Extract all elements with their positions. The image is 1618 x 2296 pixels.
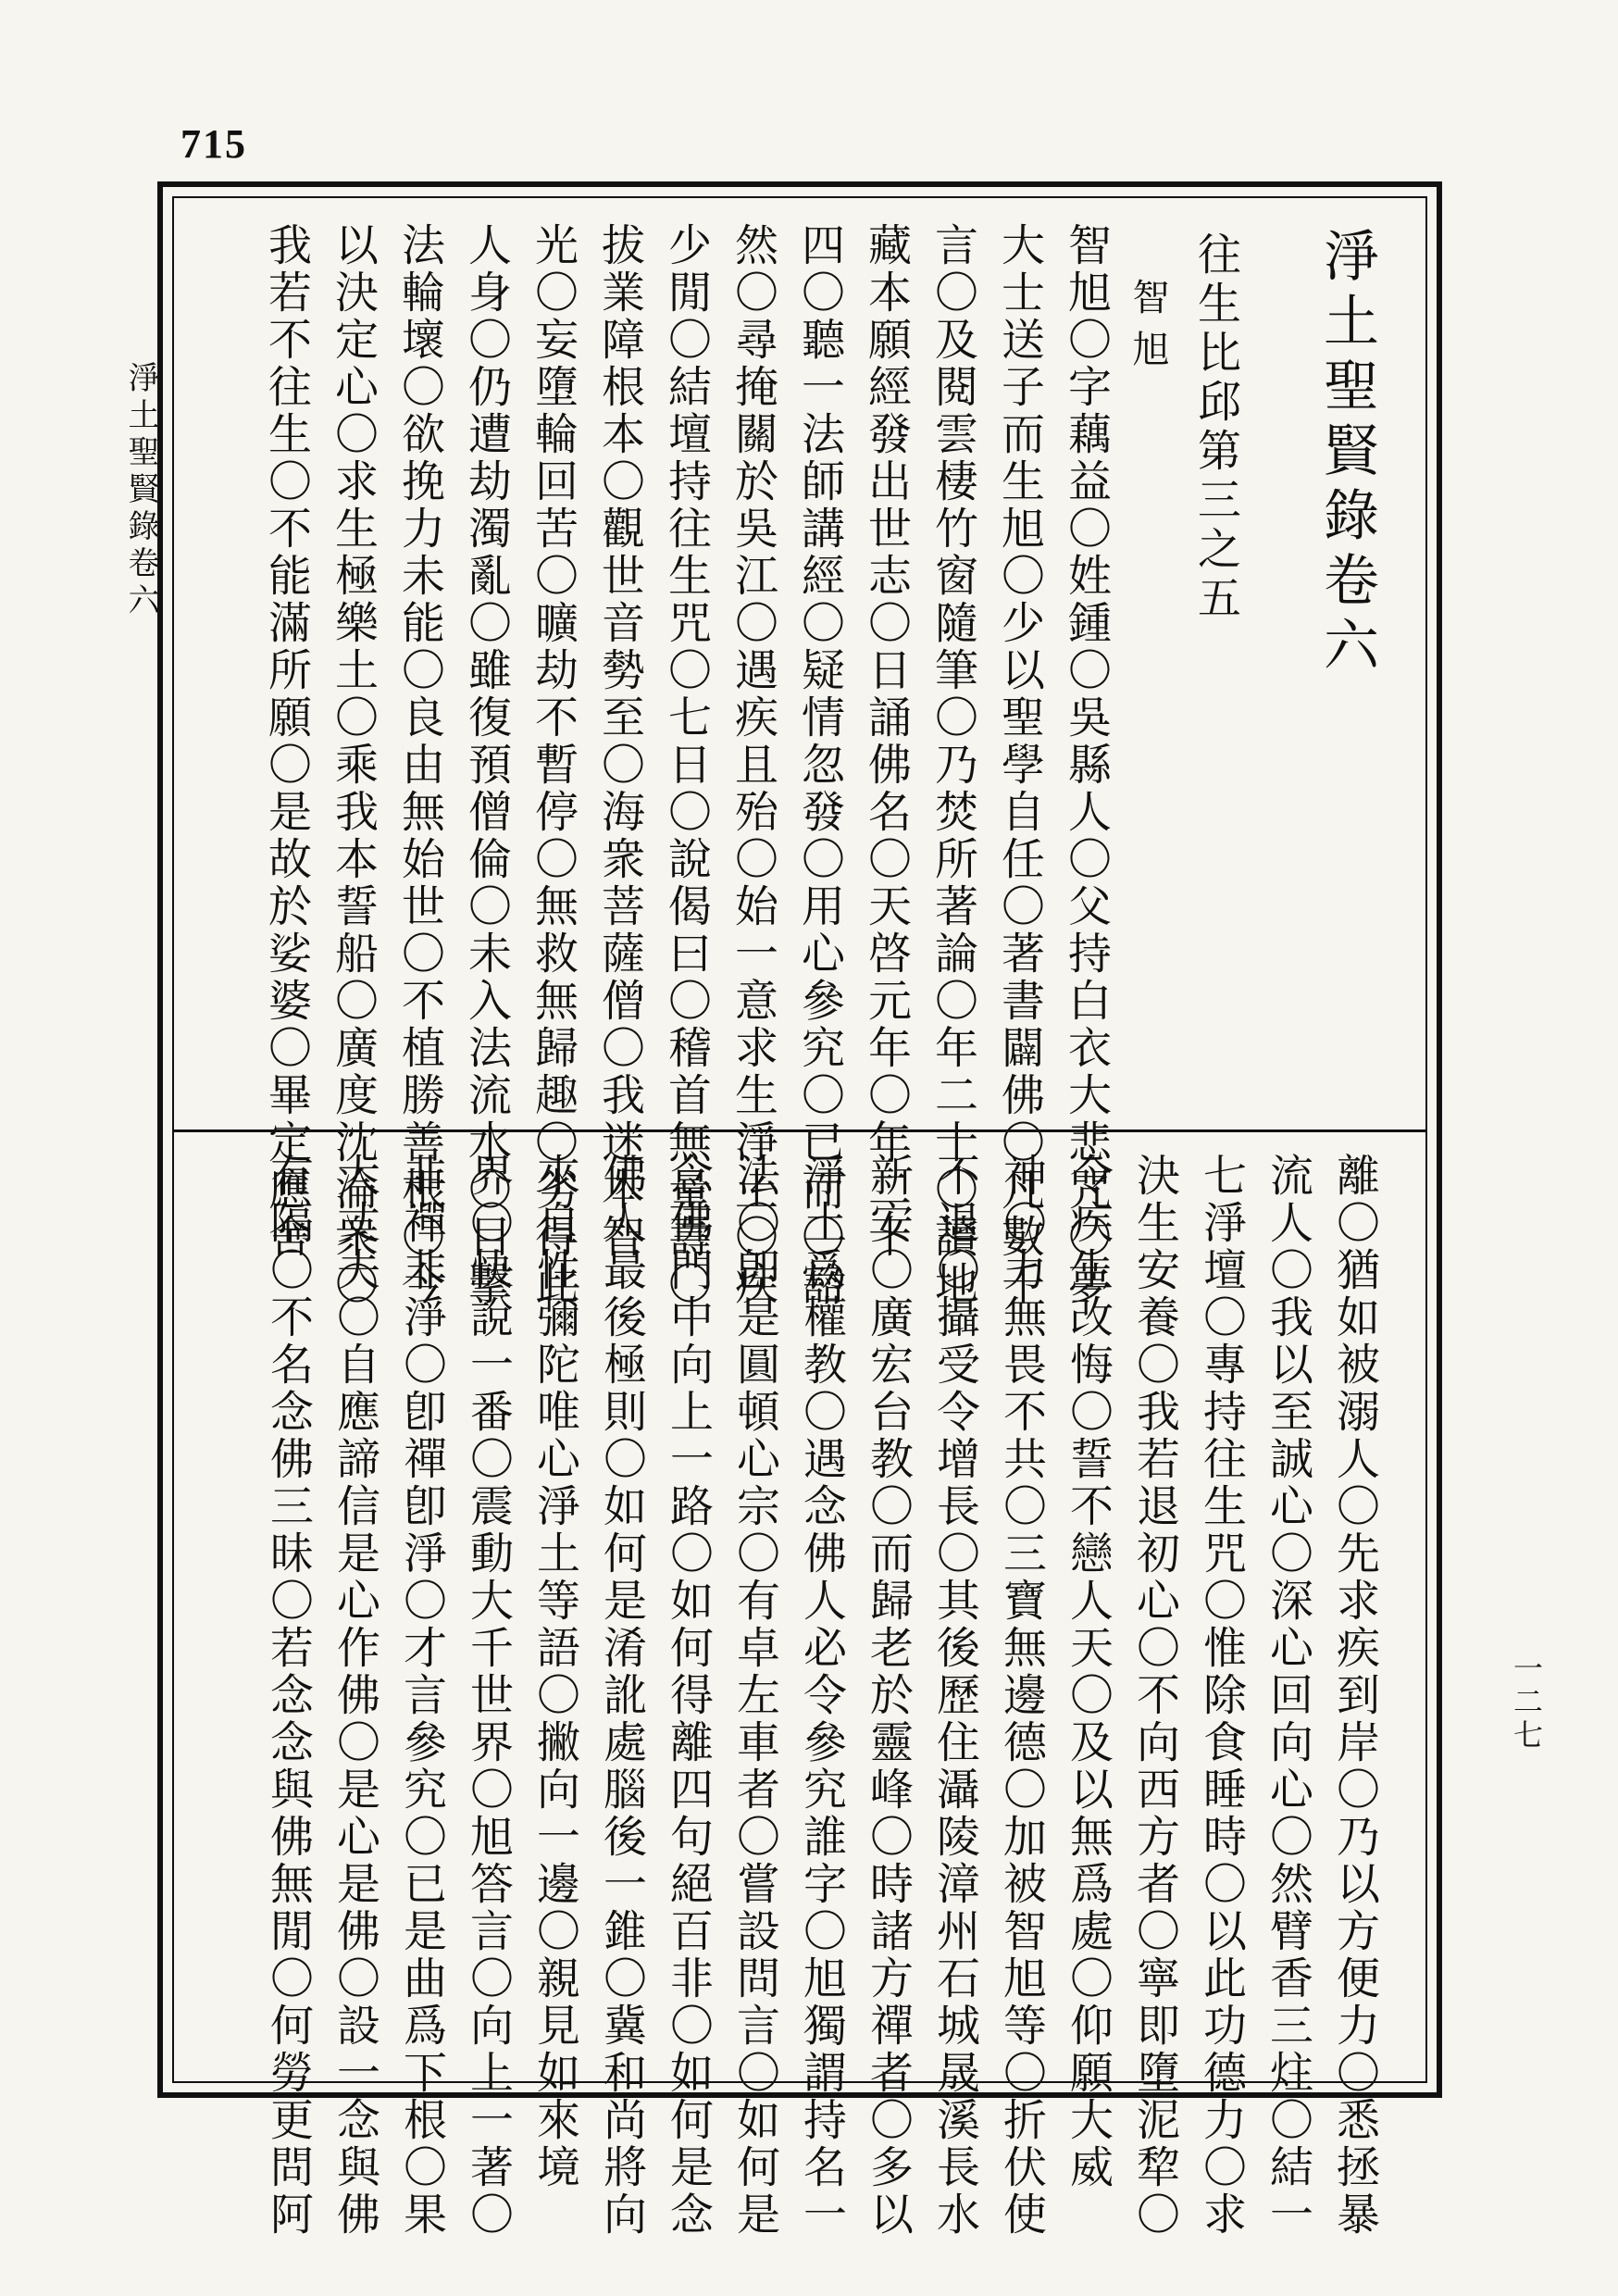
lower-text-column: 令疾生改悔〇誓不戀人天〇及以無爲處〇仰願大威	[1063, 1153, 1114, 2191]
upper-text-column: 我若不往生〇不能滿所願〇是故於娑婆〇畢定應舍	[261, 222, 312, 1261]
lower-text-column: 流人〇我以至誠心〇深心回向心〇然臂香三炷〇結一	[1263, 1153, 1313, 2239]
section-heading: 往生比邱第三之五	[1190, 231, 1241, 624]
upper-text-column: 藏本願經發出世志〇日誦佛名〇天啓元年〇年二十	[861, 222, 912, 1261]
upper-text-column: 四〇聽一法師講經〇疑情忽發〇用心參究〇已而〇豁	[794, 222, 845, 1308]
lower-text-column: 淨土爲權教〇遇念佛人必令參究誰字〇旭獨謂持名一	[796, 1153, 847, 2239]
lower-text-column: 法〇卽是圓頓心宗〇有卓左車者〇嘗設問言〇如何是	[729, 1153, 780, 2239]
lower-text-column: 不退〇攝受令增長〇其後歷住灄陵漳州石城晟溪長水	[929, 1153, 980, 2239]
chapter-title: 淨土聖賢錄卷六	[1314, 227, 1379, 680]
lower-text-column: 七淨壇〇專持往生咒〇惟除食睡時〇以此功德力〇求	[1196, 1153, 1247, 2239]
upper-text-column: 法輪壞〇欲挽力未能〇良由無始世〇不植勝善根〇今	[394, 222, 445, 1308]
margin-folio: 一二七	[1509, 1653, 1544, 1753]
upper-text-column: 拔業障根本〇觀世音勢至〇海衆菩薩僧〇我迷本智	[594, 222, 645, 1261]
lower-text-column: 新安〇廣宏台教〇而歸老於靈峰〇時諸方禪者〇多以	[863, 1153, 914, 2239]
upper-text-column: 智旭〇字藕益〇姓鍾〇吳縣人〇父持白衣大悲咒〇夢	[1061, 222, 1112, 1308]
lower-text-column: 非禪非淨〇卽禪卽淨〇才言參究〇已是曲爲下根〇果	[396, 1153, 447, 2239]
lower-text-column: 界〇快說一番〇震動大千世界〇旭答言〇向上一著〇	[463, 1153, 514, 2239]
upper-text-column: 光〇妄墮輪回苦〇曠劫不暫停〇無救無歸趣〇劣得此	[528, 222, 579, 1308]
lower-text-column: 大丈夫〇自應諦信是心作佛〇是心是佛〇設一念與佛	[330, 1153, 380, 2239]
upper-text-column: 大士送子而生旭〇少以聖學自任〇著書闢佛〇凡數千	[994, 222, 1045, 1308]
lower-text-column: 念佛門中向上一路〇如何得離四句絕百非〇如何是念	[663, 1153, 714, 2239]
lower-text-column: 神〇力無畏不共〇三寶無邊德〇加被智旭等〇折伏使	[996, 1153, 1047, 2239]
page-number: 715	[180, 121, 247, 167]
upper-text-column: 人身〇仍遭劫濁亂〇雖復預僧倫〇未入法流水〇目擊	[461, 222, 512, 1308]
biography-subject: 智旭	[1126, 278, 1169, 381]
lower-text-column: 佛人最後極則〇如何是淆訛處腦後一錐〇冀和尚將向	[596, 1153, 647, 2239]
lower-text-column: 離〇猶如被溺人〇先求疾到岸〇乃以方便力〇悉拯暴	[1329, 1153, 1380, 2239]
lower-text-column: 來自性彌陀唯心淨土等語〇撇向一邊〇親見如來境	[529, 1153, 580, 2191]
upper-text-column: 少閒〇結壇持往生咒〇七日〇說偈曰〇稽首無量壽〇	[661, 222, 712, 1308]
margin-book-title: 淨土聖賢錄卷六	[122, 361, 159, 620]
lower-text-column: 有隔〇不名念佛三昧〇若念念與佛無閒〇何勞更問阿	[263, 1153, 314, 2239]
upper-text-column: 以決定心〇求生極樂土〇乘我本誓船〇廣度沈淪衆〇	[328, 222, 379, 1308]
lower-text-column: 決生安養〇我若退初心〇不向西方者〇寧即墮泥犂〇	[1129, 1153, 1180, 2239]
upper-text-column: 然〇尋掩關於吳江〇遇疾且殆〇始一意求生淨土〇疾	[728, 222, 778, 1308]
upper-text-column: 言〇及閱雲棲竹窗隨筆〇乃焚所著論〇年二十〇讀地	[927, 222, 978, 1308]
